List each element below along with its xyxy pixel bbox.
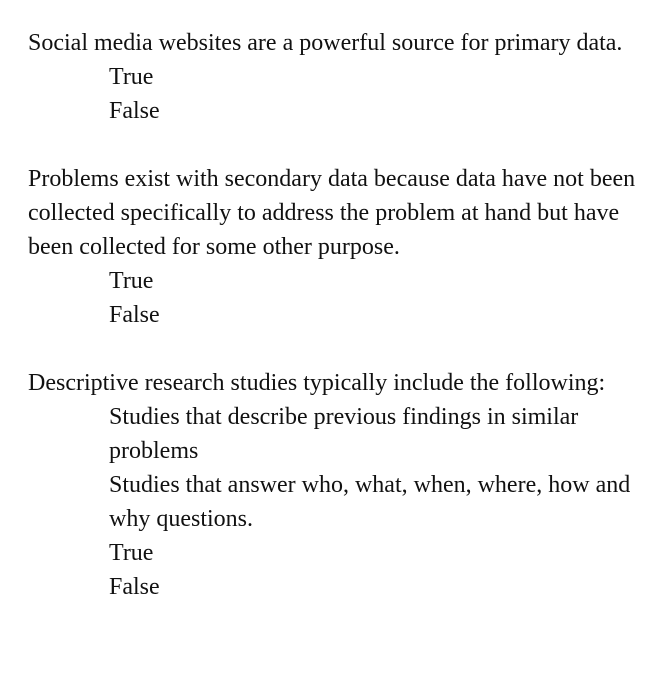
answer-option-false[interactable]: False xyxy=(109,98,160,124)
question-stem: Social media websites are a powerful source for primary data. xyxy=(28,30,623,56)
answer-option-false[interactable]: False xyxy=(109,302,160,328)
answer-option-true[interactable]: True xyxy=(109,268,154,294)
answer-option-previous-findings[interactable]: Studies that describe previous findings in similar problems xyxy=(109,404,579,464)
question-2 xyxy=(28,162,660,332)
question-stem: Problems exist with secondary data because data have not been collected specifically to address the problem at hand but have been collected for some other purpose. xyxy=(28,166,636,260)
answer-option-false[interactable]: False xyxy=(109,574,160,600)
answer-option-true[interactable]: True xyxy=(109,540,154,566)
answer-option-true[interactable]: True xyxy=(109,64,154,90)
answer-option-who-what-when[interactable]: Studies that answer who, what, when, where, how and why questions. xyxy=(109,472,631,532)
quiz-document xyxy=(28,26,660,604)
answer-options xyxy=(28,264,660,332)
question-1 xyxy=(28,26,660,128)
answer-options xyxy=(28,60,660,128)
answer-options xyxy=(28,400,660,604)
question-3 xyxy=(28,366,660,604)
question-stem: Descriptive research studies typically include the following: xyxy=(28,370,606,396)
